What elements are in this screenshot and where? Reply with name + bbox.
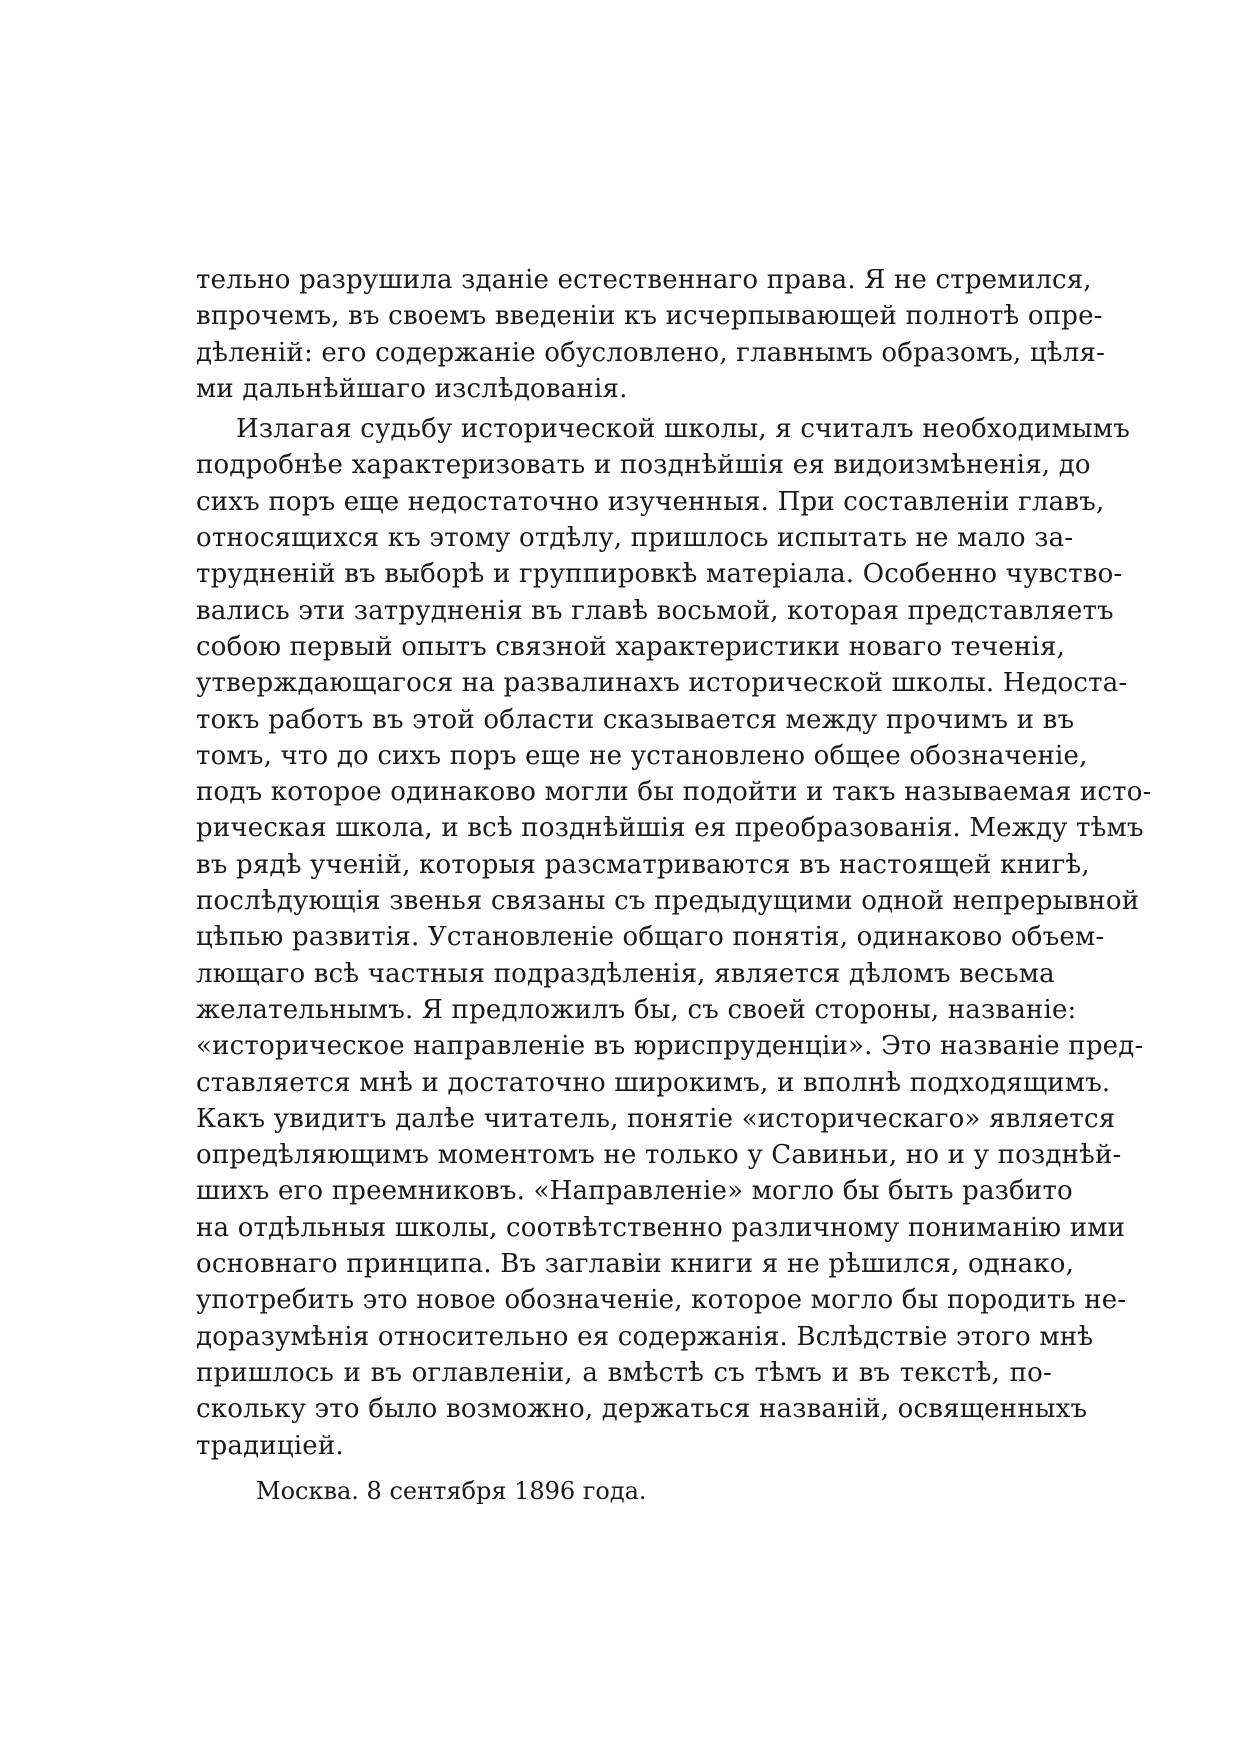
text-line: опредѣляющимъ моментомъ не только у Савиньи, но и у позднѣй- [196, 1140, 1122, 1171]
text-line: ми дальнѣйшаго изслѣдованія. [196, 373, 628, 404]
text-line: лющаго всѣ частныя подраздѣленія, является дѣломъ весьма [196, 958, 1055, 989]
text-line: Какъ увидитъ далѣе читатель, понятіе «историческаго» является [196, 1103, 1116, 1134]
text-line: цѣпью развитія. Установленіе общаго понятія, одинаково объем- [196, 922, 1105, 953]
text-line: послѣдующія звенья связаны съ предыдущими одной непрерывной [196, 886, 1140, 917]
document-body [196, 262, 1152, 1464]
text-line: ставляется мнѣ и достаточно широкимъ, и вполнѣ подходящимъ. [196, 1067, 1111, 1098]
text-line: томъ, что до сихъ поръ еще не установлено общее обозначеніе, [196, 740, 1088, 771]
text-line: желательнымъ. Я предложилъ бы, съ своей стороны, названіе: [196, 994, 1077, 1025]
text-line: сихъ поръ еще недостаточно изученныя. При составленіи главъ, [196, 486, 1105, 517]
text-line: шихъ его преемниковъ. «Направленіе» могло бы быть разбито [196, 1176, 1073, 1207]
paragraph-1 [196, 262, 1106, 407]
place-and-date: Москва. 8 сентября 1896 года. [256, 1477, 647, 1505]
text-line: въ рядѣ ученій, которыя разсматриваются въ настоящей книгѣ, [196, 849, 1090, 880]
text-line: утверждающагося на развалинахъ исторической школы. Недоста- [196, 668, 1128, 699]
text-line: «историческое направленіе въ юриспруденціи». Это названіе пред- [196, 1031, 1144, 1062]
text-line: тельно разрушила зданіе естественнаго права. Я не стремился, [196, 265, 1092, 295]
text-line: на отдѣльныя школы, соотвѣтственно различному пониманію ими [196, 1212, 1126, 1243]
text-line: скольку это было возможно, держаться названій, освященныхъ [196, 1394, 1088, 1425]
paragraph-2 [196, 411, 1152, 1464]
text-line: пришлось и въ оглавленіи, а вмѣстѣ съ тѣмъ и въ текстѣ, по- [196, 1357, 1052, 1388]
text-line: Излагая судьбу исторической школы, я считалъ необходимымъ [236, 414, 1130, 445]
text-line: подъ которое одинаково могли бы подойти и такъ называемая исто- [196, 777, 1152, 808]
text-line: относящихся къ этому отдѣлу, пришлось испытать не мало за- [196, 523, 1074, 554]
text-line: собою первый опытъ связной характеристики новаго теченія, [196, 631, 1066, 662]
text-line: трудненій въ выборѣ и группировкѣ матеріала. Особенно чувство- [196, 559, 1123, 590]
text-line: токъ работъ въ этой области сказывается между прочимъ и въ [196, 704, 1075, 735]
text-line: доразумѣнія относительно ея содержанія. Вслѣдствіе этого мнѣ [196, 1321, 1094, 1352]
text-line: впрочемъ, въ своемъ введеніи къ исчерпывающей полнотѣ опре- [196, 301, 1103, 332]
text-line: вались эти затрудненія въ главѣ восьмой, которая представляетъ [196, 595, 1114, 626]
text-line: основнаго принципа. Въ заглавіи книги я не рѣшился, однако, [196, 1249, 1075, 1280]
text-line: употребить это новое обозначеніе, которое могло бы породить не- [196, 1285, 1127, 1316]
text-line: подробнѣе характеризовать и позднѣйшія ея видоизмѣненія, до [196, 450, 1091, 481]
text-line: дѣленій: его содержаніе обусловлено, главнымъ образомъ, цѣля- [196, 337, 1106, 368]
text-line: традиціей. [196, 1430, 344, 1461]
text-line: рическая школа, и всѣ позднѣйшія ея преобразованія. Между тѣмъ [196, 813, 1144, 844]
